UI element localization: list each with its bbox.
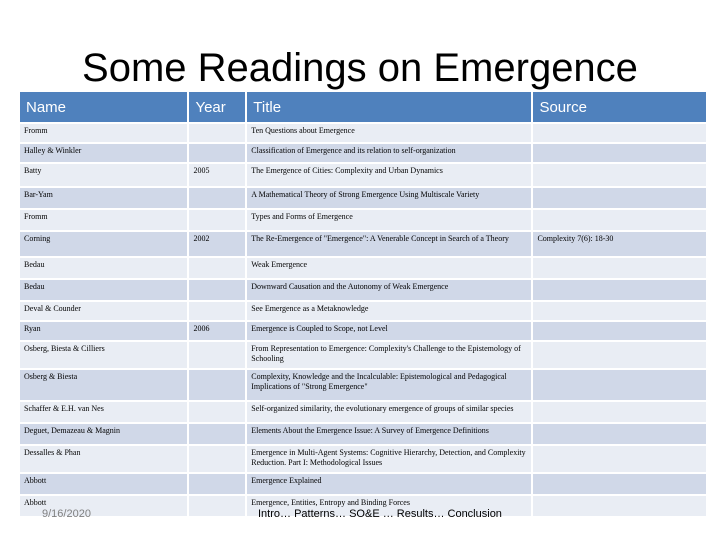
cell-source xyxy=(533,258,706,278)
cell-title: Types and Forms of Emergence xyxy=(247,210,531,230)
cell-name: Fromm xyxy=(20,124,187,142)
cell-source xyxy=(533,124,706,142)
cell-year: 2006 xyxy=(189,322,245,340)
cell-source xyxy=(533,188,706,208)
cell-year xyxy=(189,402,245,422)
cell-source xyxy=(533,322,706,340)
cell-source: Complexity 7(6): 18-30 xyxy=(533,232,706,256)
cell-year xyxy=(189,496,245,516)
cell-year xyxy=(189,424,245,444)
cell-year xyxy=(189,446,245,472)
cell-source xyxy=(533,496,706,516)
cell-name: Halley & Winkler xyxy=(20,144,187,162)
cell-year xyxy=(189,144,245,162)
table-row xyxy=(20,258,706,278)
footer-date: 9/16/2020 xyxy=(42,508,91,520)
cell-name: Bedau xyxy=(20,280,187,300)
cell-name: Osberg & Biesta xyxy=(20,370,187,400)
cell-title: Weak Emergence xyxy=(247,258,531,278)
cell-name: Corning xyxy=(20,232,187,256)
table-row xyxy=(20,370,706,400)
cell-source xyxy=(533,446,706,472)
cell-source xyxy=(533,370,706,400)
table-row xyxy=(20,322,706,340)
cell-name: Abbott xyxy=(20,474,187,494)
cell-source xyxy=(533,424,706,444)
cell-title: The Emergence of Cities: Complexity and Urban Dynamics xyxy=(247,164,531,186)
cell-title: Emergence Explained xyxy=(247,474,531,494)
cell-year xyxy=(189,124,245,142)
cell-source xyxy=(533,280,706,300)
cell-source xyxy=(533,474,706,494)
cell-year xyxy=(189,188,245,208)
cell-name: Ryan xyxy=(20,322,187,340)
cell-title: Complexity, Knowledge and the Incalculable: Epistemological and Pedagogical Implications of "Strong Emergence" xyxy=(247,370,531,400)
cell-title: Ten Questions about Emergence xyxy=(247,124,531,142)
cell-title: A Mathematical Theory of Strong Emergence Using Multiscale Variety xyxy=(247,188,531,208)
cell-year xyxy=(189,280,245,300)
table-row xyxy=(20,402,706,422)
table-header-row xyxy=(20,92,706,122)
cell-name: Fromm xyxy=(20,210,187,230)
table-row xyxy=(20,280,706,300)
footer-navigation: Intro… Patterns… SO&E … Results… Conclusion xyxy=(258,508,502,520)
cell-source xyxy=(533,210,706,230)
header-name: Name xyxy=(20,92,187,122)
header-year: Year xyxy=(189,92,245,122)
cell-year xyxy=(189,342,245,368)
table-row xyxy=(20,342,706,368)
table-row xyxy=(20,446,706,472)
table-row xyxy=(20,164,706,186)
table-row xyxy=(20,210,706,230)
cell-year xyxy=(189,258,245,278)
table-row xyxy=(20,124,706,142)
cell-source xyxy=(533,164,706,186)
cell-name: Dessalles & Phan xyxy=(20,446,187,472)
cell-year xyxy=(189,474,245,494)
cell-name: Deval & Counder xyxy=(20,302,187,320)
table-row xyxy=(20,474,706,494)
table-row xyxy=(20,424,706,444)
cell-year: 2005 xyxy=(189,164,245,186)
cell-title: Emergence is Coupled to Scope, not Level xyxy=(247,322,531,340)
cell-year: 2002 xyxy=(189,232,245,256)
cell-title: Downward Causation and the Autonomy of Weak Emergence xyxy=(247,280,531,300)
cell-title: Elements About the Emergence Issue: A Survey of Emergence Definitions xyxy=(247,424,531,444)
cell-year xyxy=(189,302,245,320)
table-row xyxy=(20,144,706,162)
cell-title: Classification of Emergence and its relation to self-organization xyxy=(247,144,531,162)
cell-name: Batty xyxy=(20,164,187,186)
cell-title: Emergence, Entities, Entropy and Binding Forces xyxy=(247,496,531,516)
table-row xyxy=(20,188,706,208)
slide-title: Some Readings on Emergence xyxy=(82,46,638,90)
readings-table xyxy=(18,90,708,518)
header-title: Title xyxy=(247,92,531,122)
table-row xyxy=(20,232,706,256)
cell-name: Bar-Yam xyxy=(20,188,187,208)
cell-name: Abbott xyxy=(20,496,187,516)
cell-title: From Representation to Emergence: Complexity's Challenge to the Epistemology of Schooling xyxy=(247,342,531,368)
cell-year xyxy=(189,210,245,230)
cell-title: See Emergence as a Metaknowledge xyxy=(247,302,531,320)
cell-title: Emergence in Multi-Agent Systems: Cognitive Hierarchy, Detection, and Complexity Reduction. Part I: Methodological Issues xyxy=(247,446,531,472)
cell-source xyxy=(533,144,706,162)
cell-name: Schaffer & E.H. van Nes xyxy=(20,402,187,422)
cell-title: Self-organized similarity, the evolutionary emergence of groups of similar species xyxy=(247,402,531,422)
cell-source xyxy=(533,302,706,320)
cell-name: Osberg, Biesta & Cilliers xyxy=(20,342,187,368)
cell-source xyxy=(533,402,706,422)
cell-title: The Re-Emergence of "Emergence": A Venerable Concept in Search of a Theory xyxy=(247,232,531,256)
cell-name: Bedau xyxy=(20,258,187,278)
cell-source xyxy=(533,342,706,368)
header-source: Source xyxy=(533,92,706,122)
table-row xyxy=(20,302,706,320)
cell-year xyxy=(189,370,245,400)
cell-name: Deguet, Demazeau & Magnin xyxy=(20,424,187,444)
